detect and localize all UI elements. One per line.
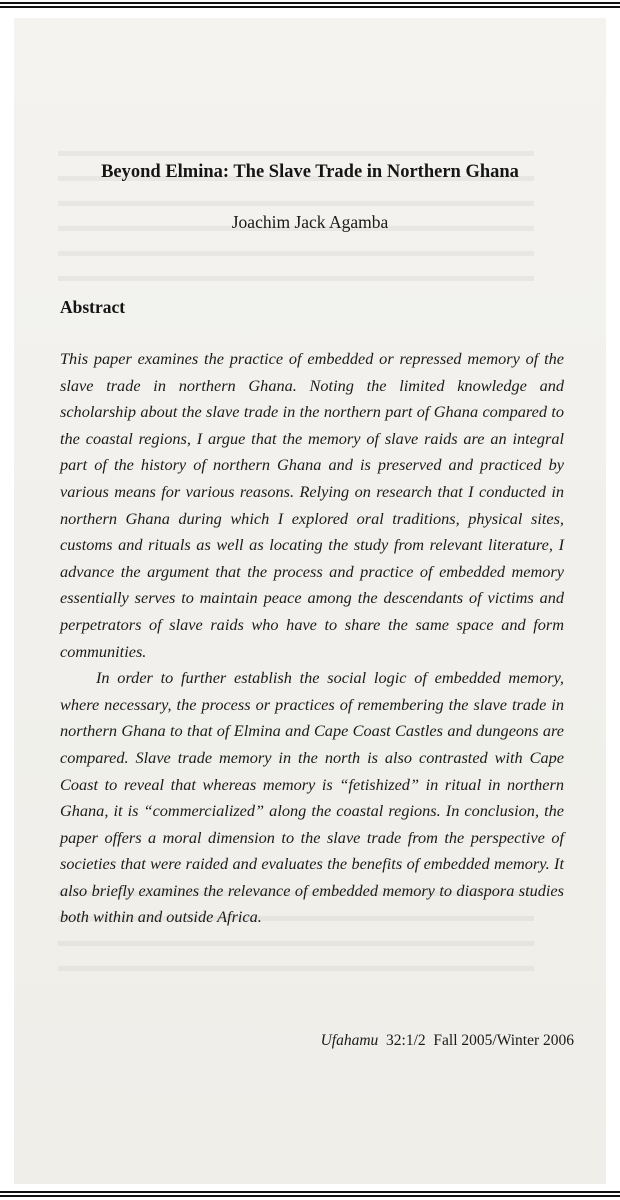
- journal-citation: [321, 1032, 574, 1050]
- journal-name: Ufahamu: [320, 1032, 379, 1049]
- bottom-border-rule: [0, 1191, 620, 1197]
- abstract-paragraph: This paper examines the practice of embedded or repressed memory of the slave trade in northern Ghana. Noting the limited knowledge and scholarship about the slave trade in the northern part of Ghana compared to the coastal regions, I argue that the memory of slave raids are an integral part of the history of northern Ghana and is preserved and practiced by various means for various reasons. Relying on research that I conducted in northern Ghana during which I explored oral traditions, physical sites, customs and rituals as well as locating the study from relevant literature, I advance the argument that the process and practice of embedded memory essentially serves to maintain peace among the descendants of victims and perpetrators of slave raids who have to share the same space and form communities.: [60, 349, 564, 661]
- journal-date: Fall 2005/Winter 2006: [433, 1032, 574, 1049]
- abstract-heading: Abstract: [60, 297, 126, 317]
- top-border-rule: [0, 2, 620, 8]
- abstract-paragraph: In order to further establish the social logic of embedded memory, where necessary, the process or practices of remembering the slave trade in northern Ghana to that of Elmina and Cape Coast Castles and dungeons are compared. Slave trade memory in the north is also contrasted with Cape Coast to reveal that whereas memory is “fetishized” in ritual in northern Ghana, it is “commercialized” along the coastal regions. In conclusion, the paper offers a moral dimension to the slave trade from the perspective of societies that were raided and evaluates the benefits of embedded memory. It also briefly examines the relevance of embedded memory to diaspora studies both within and outside Africa.: [60, 668, 564, 927]
- author-name: Joachim Jack Agamba: [231, 212, 389, 232]
- show-through-text: [58, 138, 598, 163]
- article-title: Beyond Elmina: The Slave Trade in Northern Ghana: [101, 162, 519, 182]
- journal-issue: 32:1/2: [386, 1032, 426, 1049]
- abstract-body: [60, 346, 564, 931]
